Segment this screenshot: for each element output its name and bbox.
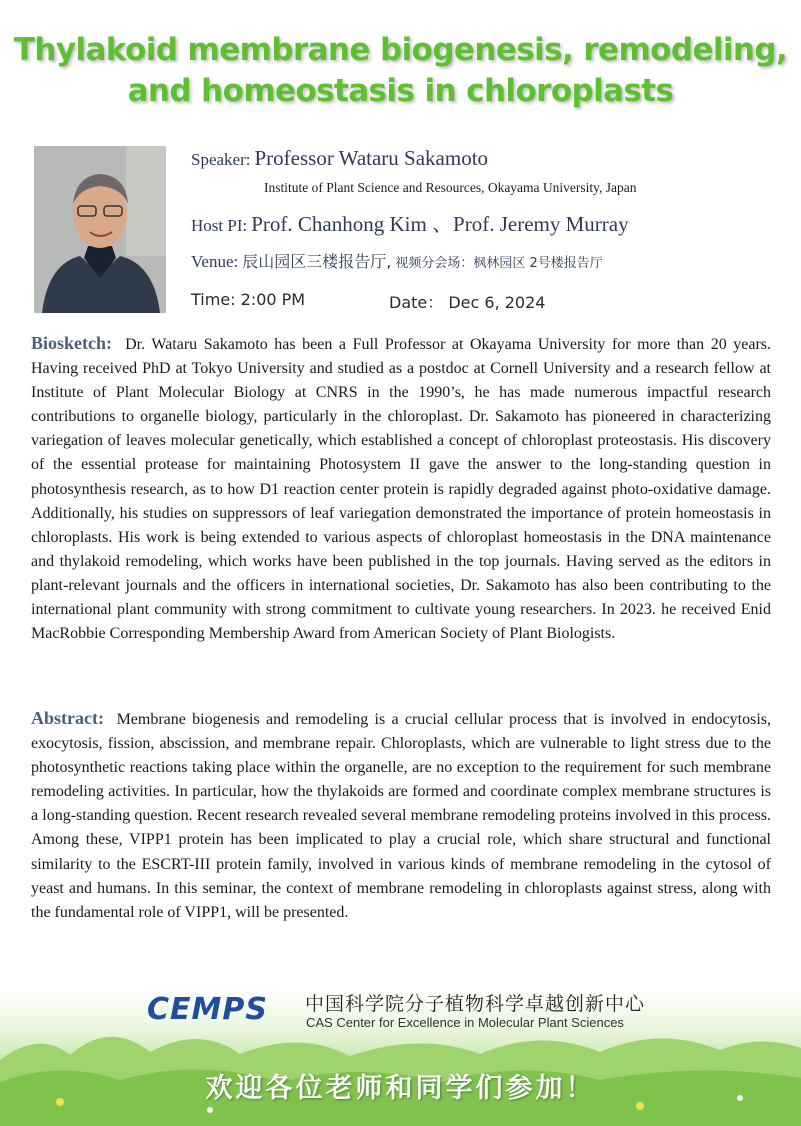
- time-text: Time: 2:00 PM: [191, 290, 306, 309]
- venue-row: [191, 249, 603, 272]
- biosketch-section: [31, 331, 771, 646]
- date-label: Date：: [389, 293, 444, 312]
- speaker-photo: [34, 146, 166, 313]
- title-line-1: Thylakoid membrane biogenesis, remodeling,: [13, 32, 788, 68]
- cemps-logo: CEMPS: [147, 992, 268, 1027]
- speaker-label: Speaker:: [191, 150, 251, 169]
- venue-label: Venue:: [191, 252, 239, 271]
- abstract-section: [31, 706, 771, 925]
- speaker-row: [191, 146, 488, 171]
- time-row: [191, 290, 305, 309]
- venue-main: 辰山园区三楼报告厅,: [242, 252, 392, 271]
- abstract-text: Membrane biogenesis and remodeling is a crucial cellular process that is involved in endocytosis, exocytosis, fission, abscission, and membrane repair. Chloroplasts, which are vulnerable to light stress due to the photosynthetic reactions taking place within the organelle, are no exception to the requirement for such membrane remodeling activities. In particular, how the thylakoids are formed and coordinate complex membrane structures is a long-standing question. Recent research revealed several membrane remodeling proteins involved in this process. Among these, VIPP1 protein has been implicated to play a crucial role, which share structural and functional similarity to the ESCRT-III protein family, involved in various kinds of membrane remodeling in the cytosol of yeast and humans. In this seminar, the context of membrane remodeling in chloroplasts against stress, along with the fundamental role of VIPP1, will be presented.: [31, 711, 772, 921]
- host-names: Prof. Chanhong Kim 、Prof. Jeremy Murray: [251, 212, 629, 236]
- biosketch-label: Biosketch: [31, 333, 107, 353]
- host-row: [191, 208, 629, 238]
- institute-english-name: CAS Center for Excellence in Molecular Plant Sciences: [306, 1015, 624, 1030]
- date-row: [389, 290, 545, 313]
- abstract-colon: :: [97, 708, 104, 728]
- welcome-banner: 欢迎各位老师和同学们参加！: [205, 1073, 596, 1104]
- speaker-institution: Institute of Plant Science and Resources, Okayama University, Japan: [264, 180, 637, 195]
- biosketch-colon: :: [106, 333, 113, 353]
- abstract-label: Abstract: [31, 708, 98, 728]
- venue-sub: 视频分会场：枫林园区 2号楼报告厅: [395, 256, 603, 271]
- speaker-name: Professor Wataru Sakamoto: [254, 146, 489, 170]
- title-line-2: and homeostasis in chloroplasts: [127, 73, 674, 109]
- institute-chinese-name: 中国科学院分子植物科学卓越创新中心: [305, 993, 646, 1015]
- date-value: Dec 6, 2024: [448, 293, 546, 312]
- host-label: Host PI:: [191, 216, 248, 235]
- poster-title: [0, 30, 801, 112]
- biosketch-text: Dr. Wataru Sakamoto has been a Full Professor at Okayama University for more than 20 years. Having received PhD at Tokyo University and studied as a postdoc at Cornell University and a research fellow at Institute of Plant Molecular Biology at CNRS in the 1990’s, he has made numerous impactful research contributions to organelle biology, particularly in the chloroplast. Dr. Sakamoto has pioneered in characterizing variegation of leaves molecular genetically, which established a concept of chloroplast proteostasis. His discovery of the essential protease for maintaining Photosystem II gave the answer to the long-standing question in photosynthesis research, as to how D1 reaction center protein is rapidly degraded against photo-oxidative damage. Additionally, his studies on suppressors of leaf variegation demonstrated the importance of protein homeostasis in chloroplasts. His work is being extended to various aspects of chloroplast homeostasis in the DNA maintenance and thylakoid remodeling, which works have been published in the top journals. Having served as the editors in plant-relevant journals and the officers in international societies, Dr. Sakamoto has also been contributing to the international plant community with strong commitment to cultivate young researchers. In 2023. he received Enid MacRobbie Corresponding Membership Award from American Society of Plant Biologists.: [31, 336, 772, 643]
